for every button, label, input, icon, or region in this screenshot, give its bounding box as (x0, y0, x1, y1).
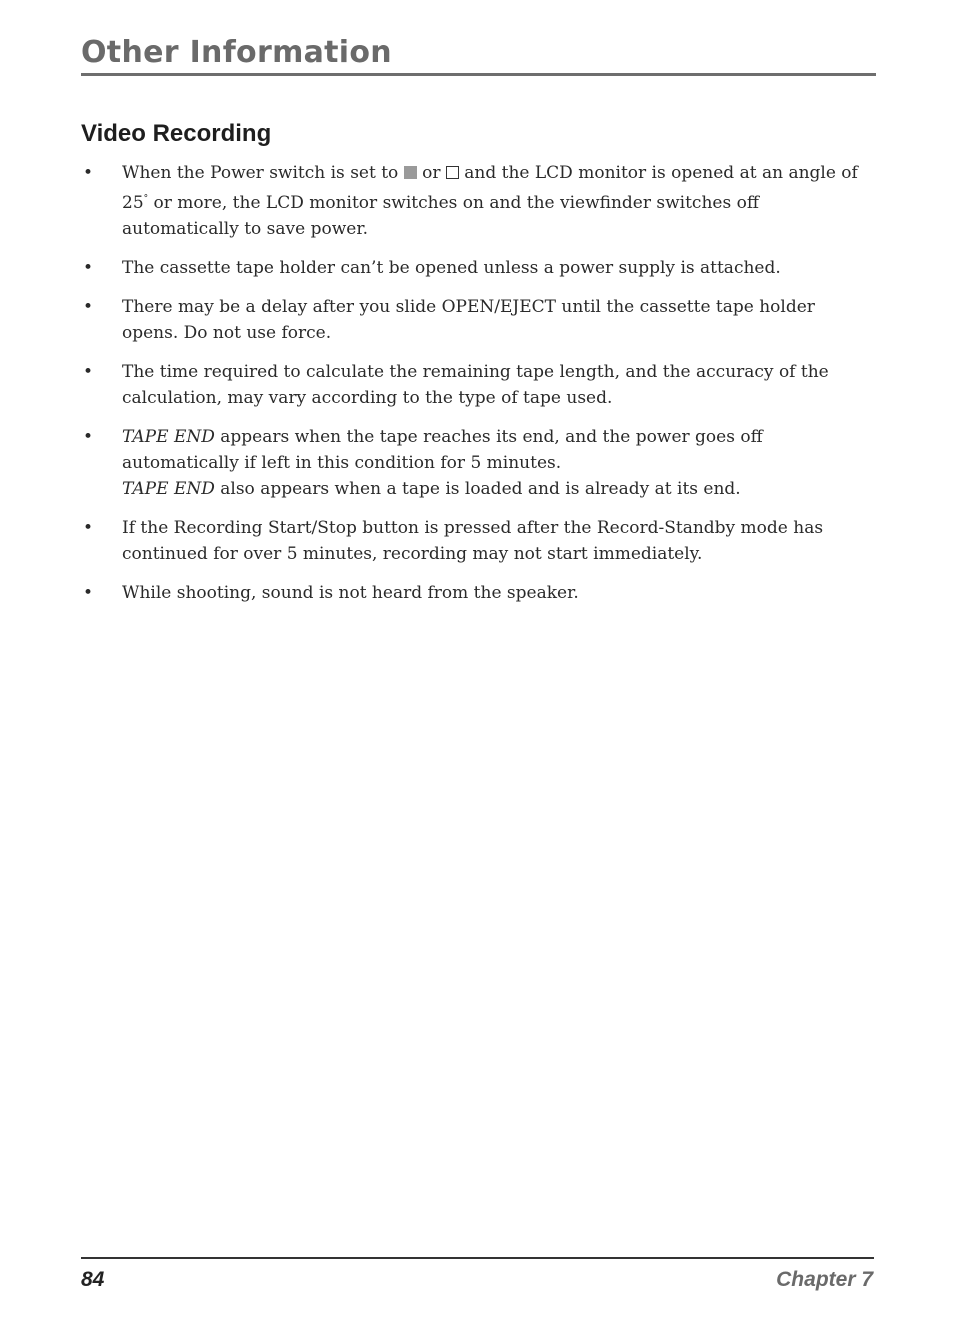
bullet-item-open-eject-delay (81, 294, 871, 346)
bullet-text: appears when the tape reaches its end, and the power goes off automatically if left in this condition for 5 minutes. (122, 427, 763, 473)
title-divider (81, 73, 876, 76)
bullet-text: The cassette tape holder can’t be opened unless a power supply is attached. (122, 258, 781, 278)
bullet-item-tape-length (81, 359, 871, 411)
bullet-item-cassette-holder (81, 255, 871, 281)
bullet-text: While shooting, sound is not heard from the speaker. (122, 583, 579, 603)
bullet-text: The time required to calculate the remaining tape length, and the accuracy of the calculation, may vary according to the type of tape used. (122, 362, 829, 408)
page-title: Other Information (81, 35, 392, 70)
bullet-marker: • (83, 362, 94, 382)
bullet-text: There may be a delay after you slide OPEN/EJECT until the cassette tape holder opens. Do not use force. (122, 297, 815, 343)
bullet-marker: • (83, 163, 94, 183)
bullet-item-power-switch (81, 160, 871, 242)
bullet-list (81, 160, 871, 619)
bullet-item-tape-end (81, 424, 871, 502)
bullet-text: also appears when a tape is loaded and is already at its end. (214, 479, 741, 499)
bullet-item-record-standby (81, 515, 871, 567)
section-heading: Video Recording (81, 120, 272, 147)
bullet-marker: • (83, 258, 94, 278)
bullet-marker: • (83, 583, 94, 603)
tape-end-term: TAPE END (122, 479, 215, 499)
degree-symbol: ° (143, 194, 149, 204)
page-number: 84 (81, 1268, 105, 1291)
bullet-marker: • (83, 518, 94, 538)
bullet-marker: • (83, 297, 94, 317)
footer-divider (81, 1257, 874, 1259)
bullet-text: If the Recording Start/Stop button is pressed after the Record-Standby mode has continued for over 5 minutes, recording may not start immediately. (122, 518, 824, 564)
bullet-text: and the LCD monitor is opened at an angle of 25 (122, 163, 858, 213)
chapter-label: Chapter 7 (776, 1268, 873, 1291)
filled-square-icon (404, 166, 417, 179)
bullet-text: or (416, 163, 446, 183)
bullet-text: or more, the LCD monitor switches on and the viewfinder switches off automatically to save power. (122, 193, 759, 239)
tape-end-term: TAPE END (122, 427, 215, 447)
outline-square-icon (446, 166, 459, 179)
bullet-marker: • (83, 427, 94, 447)
bullet-item-speaker (81, 580, 871, 606)
bullet-text: When the Power switch is set to (122, 163, 404, 183)
